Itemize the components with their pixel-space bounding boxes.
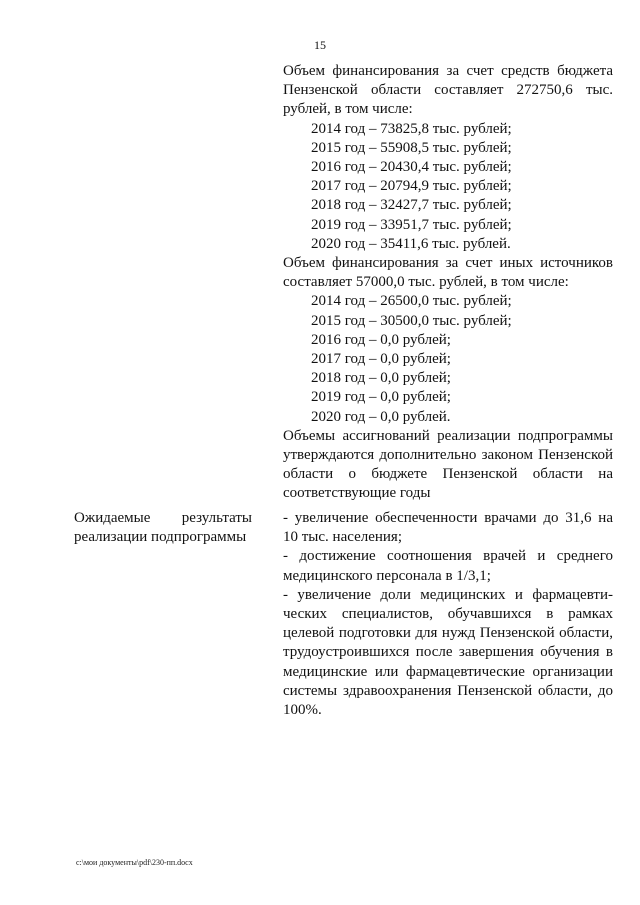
- expected-results-label: Ожидаемые результаты реализации подпрограммы: [74, 510, 252, 546]
- other-year-item: 2015 год – 30500,0 тыс. рублей;: [311, 312, 512, 329]
- regional-year-item: 2016 год – 20430,4 тыс. рублей;: [311, 159, 512, 176]
- expected-results-list: [283, 509, 613, 720]
- regional-year-item: 2017 год – 20794,9 тыс. рублей;: [311, 178, 512, 195]
- footer-file-path: c:\мои документы\pdf\230-пп.docx: [76, 858, 193, 867]
- other-year-item: 2017 год – 0,0 рублей;: [311, 351, 451, 368]
- page-number: 15: [314, 38, 326, 52]
- other-year-item: 2020 год – 0,0 рублей.: [311, 408, 451, 425]
- result-item: - достижение соотношения врачей и среднего медицинского персонала в 1/3,1;: [283, 548, 613, 584]
- financing-section: [283, 62, 613, 504]
- result-item: - увеличение доли медицинских и фармацевти-ческих специалистов, обучавшихся в рамках целевой подготовки для нужд Пензенской области, трудоустроившихся после завершения обучения в медицинские или фармацевтические организации системы здравоохранения Пензенской области, до 100%.: [283, 586, 613, 719]
- regional-year-item: 2020 год – 35411,6 тыс. рублей.: [311, 235, 511, 252]
- other-year-item: 2019 год – 0,0 рублей;: [311, 389, 451, 406]
- regional-year-item: 2018 год – 32427,7 тыс. рублей;: [311, 197, 512, 214]
- regional-year-item: 2015 год – 55908,5 тыс. рублей;: [311, 139, 512, 156]
- regional-year-item: 2019 год – 33951,7 тыс. рублей;: [311, 216, 512, 233]
- regional-year-item: 2014 год – 73825,8 тыс. рублей;: [311, 120, 512, 137]
- result-item: - увеличение обеспеченности врачами до 31,6 на 10 тыс. населения;: [283, 510, 613, 546]
- other-year-item: 2014 год – 26500,0 тыс. рублей;: [311, 293, 512, 310]
- regional-budget-year-list: [283, 120, 613, 254]
- other-sources-intro: Объем финансирования за счет иных источников составляет 57000,0 тыс. рублей, в том числе:: [283, 255, 613, 291]
- allocation-note: Объемы ассигнований реализации подпрограммы утверждаются дополнительно законом Пензенской области о бюджете Пензенской области на соответствующие годы: [283, 427, 613, 502]
- other-sources-year-list: [283, 292, 613, 426]
- other-year-item: 2016 год – 0,0 рублей;: [311, 331, 451, 348]
- other-year-item: 2018 год – 0,0 рублей;: [311, 370, 451, 387]
- regional-budget-intro: Объем финансирования за счет средств бюджета Пензенской области составляет 272750,6 тыс. рублей, в том числе:: [283, 63, 613, 118]
